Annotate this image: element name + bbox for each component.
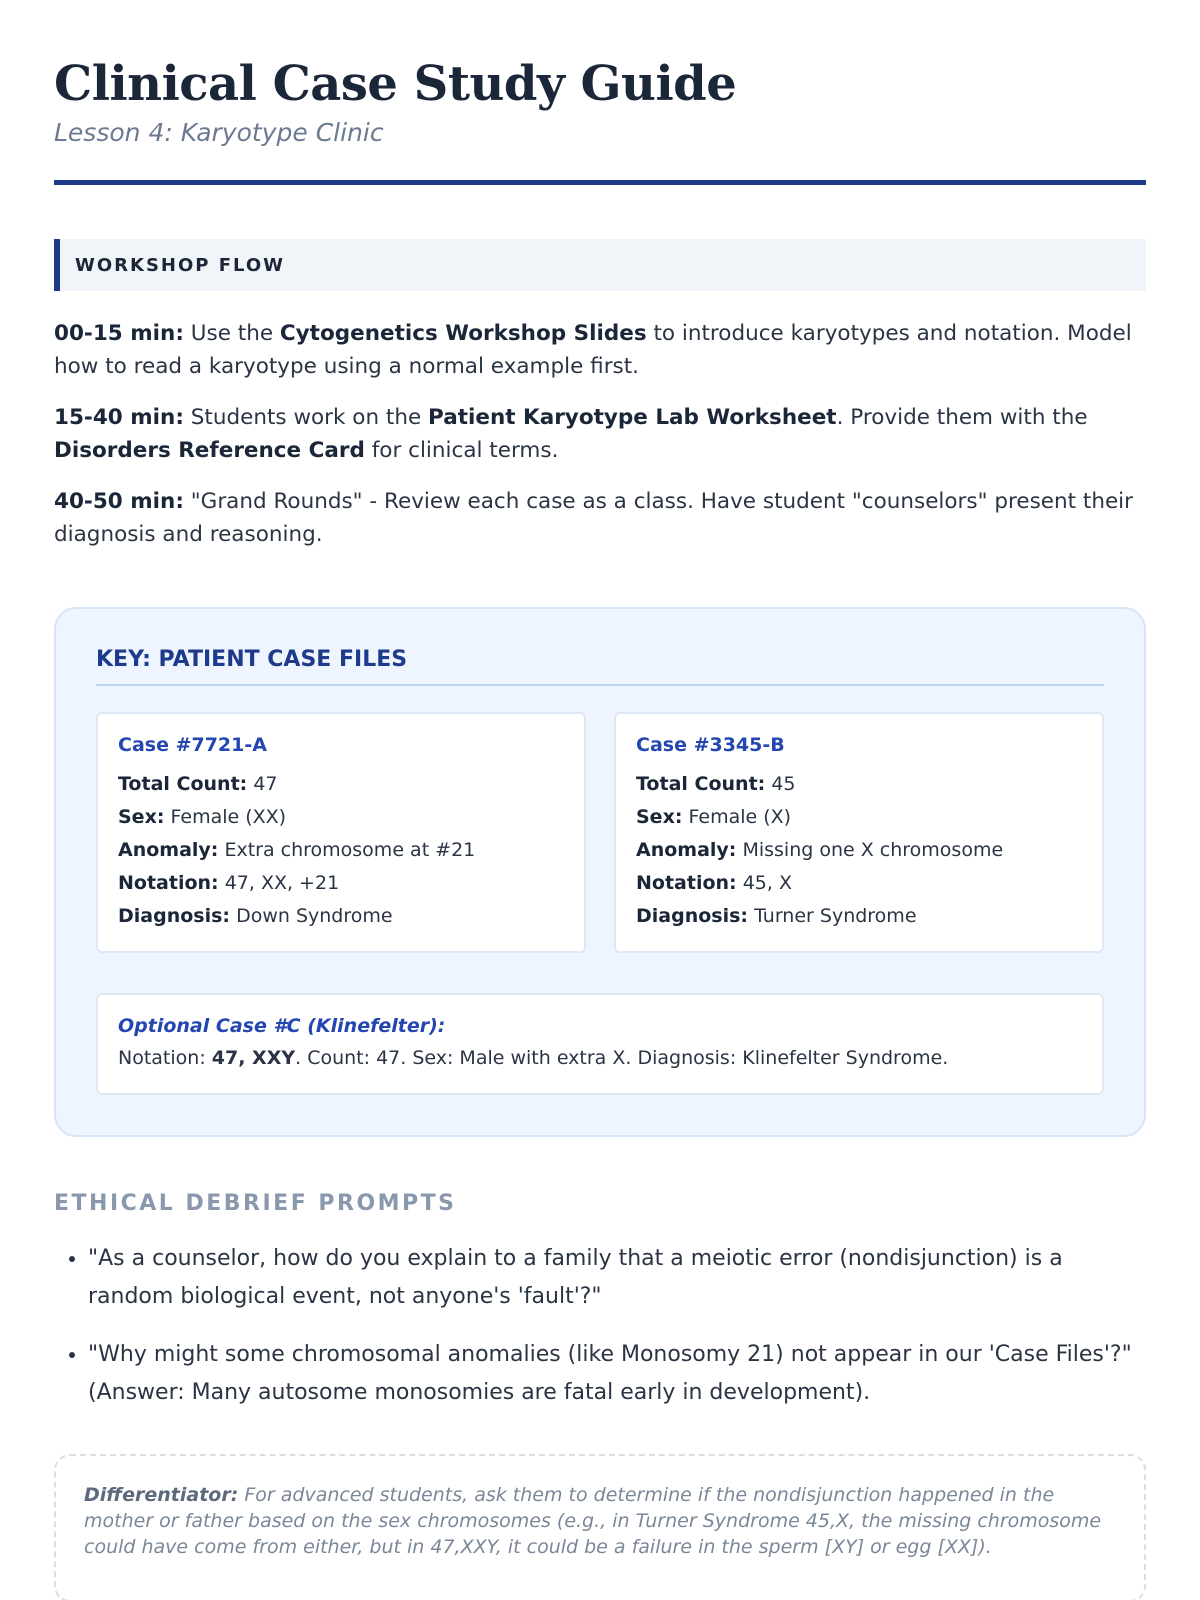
flow-step-text: Students work on the [183,405,429,430]
flow-step [54,317,1146,383]
ethics-prompt: • "As a counselor, how do you explain to a family that a meiotic error (nondisjunction) is a random biological event, not anyone's 'fault'?" [88,1240,1146,1316]
case-card [614,712,1104,953]
case-count-label: Total Count: [636,773,766,795]
case-sex [118,801,564,834]
case-count-label: Total Count: [118,773,248,795]
case-card [96,712,586,953]
page-title: Clinical Case Study Guide [54,56,737,112]
case-notation [118,867,564,900]
case-count [118,768,564,801]
flow-step-text: . Provide them with the [836,405,1088,430]
case-sex-label: Sex: [118,806,165,828]
case-anomaly [118,834,564,867]
differentiator-text [84,1482,1116,1560]
case-count-value: 47 [253,773,278,795]
optional-case-title: Optional Case #C (Klinefelter): [118,1015,446,1037]
workshop-flow-heading: WORKSHOP FLOW [75,254,286,276]
flow-step [54,401,1146,467]
differentiator-box [54,1454,1146,1600]
case-sex-value: Female (X) [688,806,792,828]
case-notation-label: Notation: [118,872,219,894]
case-notation-value: 45, X [742,872,792,894]
case-notation [636,867,1082,900]
case-count [636,768,1082,801]
flow-step-text: for clinical terms. [364,438,559,463]
case-title: Case #3345-B [636,734,785,756]
ethics-heading: ETHICAL DEBRIEF PROMPTS [54,1191,457,1216]
case-grid [96,712,1104,953]
case-anomaly [636,834,1082,867]
flow-step-text: to introduce karyotypes and notation. Model how to read a karyotype using a normal example first. [54,321,1132,379]
workshop-flow-steps [54,317,1146,551]
flow-step-text: Use the [183,321,280,346]
case-notation-label: Notation: [636,872,737,894]
flow-step-resource: Cytogenetics Workshop Slides [279,321,647,346]
optional-case-text [118,1043,1082,1073]
case-count-value: 45 [771,773,796,795]
case-anomaly-value: Extra chromosome at #21 [224,839,476,861]
case-sex-label: Sex: [636,806,683,828]
flow-step-time: 40-50 min: [54,489,184,514]
case-anomaly-label: Anomaly: [636,839,737,861]
ethics-prompt: • "Why might some chromosomal anomalies (like Monosomy 21) not appear in our 'Case Files'?" (Answer: Many autosome monosomies are fatal early in development). [88,1336,1146,1412]
differentiator-label: Differentiator: [84,1484,239,1506]
flow-step-time: 00-15 min: [54,321,184,346]
case-diagnosis-value: Turner Syndrome [754,905,917,927]
case-title: Case #7721-A [118,734,267,756]
case-files-heading: KEY: PATIENT CASE FILES [96,647,1104,686]
case-anomaly-label: Anomaly: [118,839,219,861]
case-sex [636,801,1082,834]
case-diagnosis-value: Down Syndrome [236,905,393,927]
flow-step-time: 15-40 min: [54,405,184,430]
case-diagnosis-label: Diagnosis: [118,905,231,927]
flow-step-text: "Grand Rounds" - Review each case as a class. Have student "counselors" present their diagnosis and reasoning. [54,489,1133,547]
optional-case-card [96,993,1104,1095]
flow-step-resource: Disorders Reference Card [54,438,365,463]
flow-step-resource: Patient Karyotype Lab Worksheet [428,405,837,430]
case-diagnosis [636,900,1082,933]
differentiator-body: For advanced students, ask them to determine if the nondisjunction happened in the mother or father based on the sex chromosomes (e.g., in Turner Syndrome 45,X, the missing chromosome could have come from either, but in 47,XXY, it could be a failure in the sperm [XY] or egg [XX]). [84,1484,1102,1558]
workshop-flow-header [54,239,1146,291]
case-diagnosis [118,900,564,933]
page-subtitle: Lesson 4: Karyotype Clinic [54,118,384,147]
optional-case-details: . Count: 47. Sex: Male with extra X. Diagnosis: Klinefelter Syndrome. [295,1047,949,1069]
optional-case-prefix: Notation: [118,1047,212,1069]
case-sex-value: Female (XX) [170,806,287,828]
title-divider [54,180,1146,185]
case-diagnosis-label: Diagnosis: [636,905,749,927]
optional-case-notation: 47, XXY [211,1047,296,1069]
case-files-key [54,607,1146,1137]
case-anomaly-value: Missing one X chromosome [742,839,1004,861]
ethics-prompts-list [54,1240,1146,1412]
flow-step [54,485,1146,551]
case-notation-value: 47, XX, +21 [224,872,340,894]
